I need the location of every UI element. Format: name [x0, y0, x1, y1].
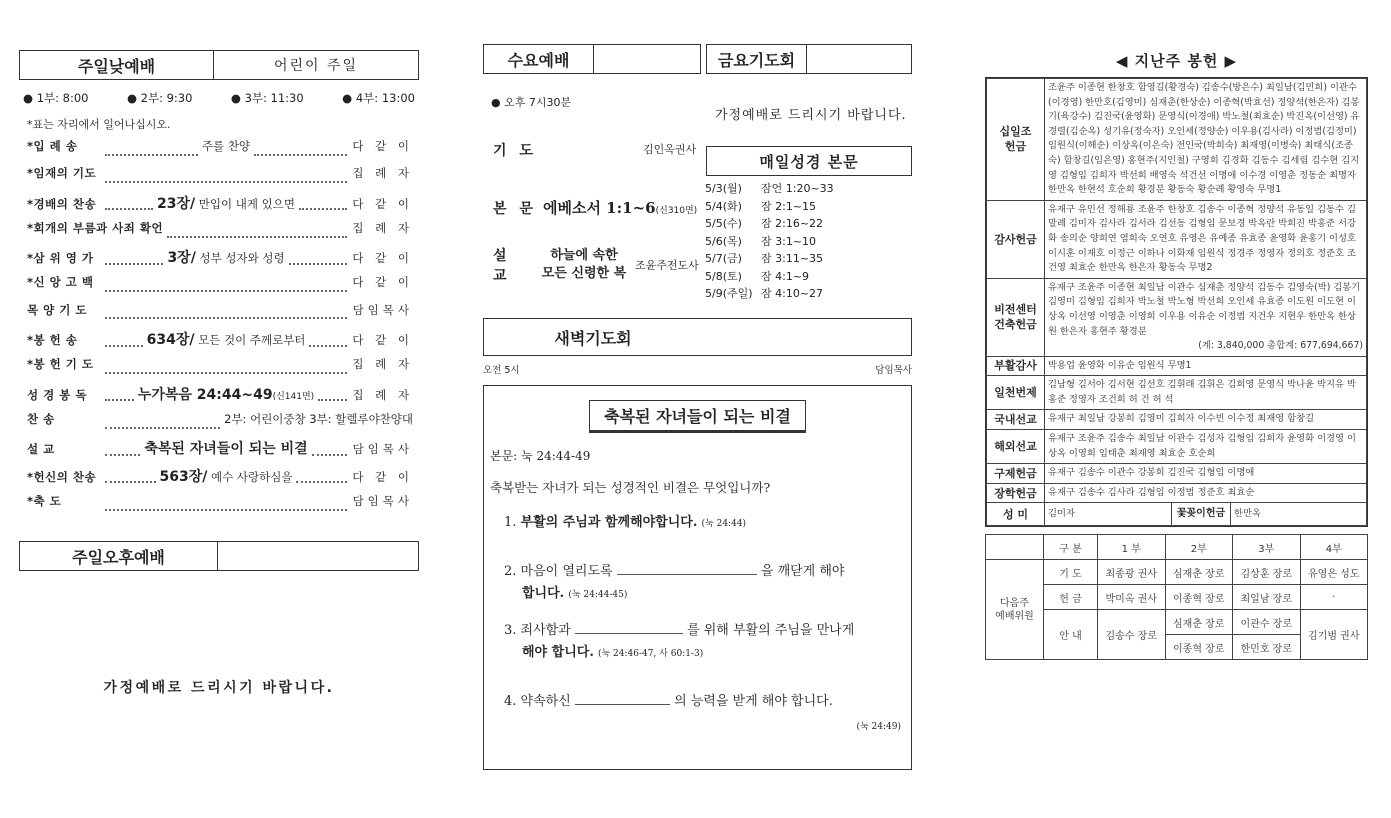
dot-leader: [167, 230, 347, 238]
order-leader: 집 례 자: [352, 166, 413, 181]
table-header: 4부: [1300, 535, 1368, 560]
offering-category: 구제헌금: [987, 464, 1045, 484]
order-label: *봉 헌 송: [27, 333, 78, 348]
offering-names-text: 유재구 유인선 정해룡 조윤주 한창호 김송수 이종혁 정양석 유동일 김동수 김말례 김미자 김사라 김서라 김선동 김형임 문보경 박옥란 박희진 박홍준 서강화 송의순 양희연 염희숙 오연호 유영은 유예종 유효종 윤영화 윤홍기 이성호 이시훈 이재호 이정근 이하나 이화재 임원식 정경주 정영자 정의호 정준호 조건영 최효순 한만옥 한은자 황동숙 무명2: [1048, 203, 1356, 274]
point-2: [504, 561, 901, 606]
order-label: *임재의 기도: [27, 166, 97, 181]
table-header: 1 부: [1098, 535, 1166, 560]
wednesday-text: [493, 197, 697, 218]
order-leader: 다 같 이: [352, 333, 414, 348]
order-item: [19, 138, 419, 165]
bible-row: [705, 180, 834, 198]
offering-names-text: 유재구 조윤주 이종현 최일남 이관수 심재춘 정양석 김동수 김영숙(박) 김봉기 김영미 김형임 김희자 박노철 박노형 박선희 오인세 유효종 이도원 이도현 이상옥 이선영 이영춘 이영희 이우용 이유순 이정범 지건우 지현우 한만옥 한상원 한은자 홍현주 황경분: [1048, 281, 1361, 337]
offering-names-text: 유재구 조윤주 김송수 최일남 이관수 김성자 김형임 김희자 윤영화 이경영 이상옥 이영희 임태춘 최재영 최효순 호순희: [1048, 433, 1356, 459]
order-label: *회개의 부름과 사죄 확언: [27, 220, 164, 235]
dawn-title: 새벽기도회: [554, 328, 632, 348]
service-time: ● 4부: 13:00: [342, 91, 415, 105]
duty-cell: 최종광 권사: [1098, 560, 1166, 585]
order-label: *삼 위 영 가: [27, 251, 94, 266]
point-3: [504, 620, 901, 665]
sunday-column: [19, 0, 419, 697]
offering-names-text: 김남형 김서아 김서현 김선호 김휘래 김휘은 김희영 문영식 박나윤 박지유 박홍준 정영자 조건희 허 건 허 석: [1048, 379, 1356, 405]
sunday-header: [19, 50, 419, 80]
dot-leader: [105, 448, 140, 456]
order-item: [19, 466, 419, 493]
offering-category: 비전센터 건축헌금: [987, 278, 1045, 356]
dot-leader: [105, 421, 220, 429]
dot-leader: [299, 202, 347, 210]
duty-cell: 심재춘 장로: [1165, 610, 1233, 635]
point-number: 4.: [504, 694, 517, 709]
offering-row: [987, 79, 1367, 201]
point-text: 해야 합니다.: [522, 645, 594, 660]
dot-leader: [312, 448, 347, 456]
order-leader: 담임목사: [352, 493, 413, 508]
order-content-main: 23장/: [157, 195, 196, 212]
offering-category: 감사헌금: [987, 200, 1045, 278]
order-content-main: 634장/: [146, 332, 195, 349]
sermon-title-line: 모든 신령한 복: [541, 266, 627, 281]
dot-leader: [105, 148, 198, 156]
order-content: [202, 138, 250, 154]
sermon-label: 설 교: [493, 248, 511, 284]
order-item: [19, 302, 419, 329]
order-content-text: 주를 찬양: [201, 139, 251, 153]
preacher: 조윤주전도사: [635, 259, 699, 272]
point-text: 을 깨닫게 해야: [760, 564, 845, 579]
duty-cell: 김상훈 장로: [1233, 560, 1301, 585]
bible-date: 5/9(주일): [705, 287, 753, 300]
offering-total: (계: 3,840,000 총합계: 677,694,667): [1198, 340, 1363, 352]
bible-row: [705, 268, 834, 286]
friday-notice: 가정예배로 드리시기 바랍니다.: [715, 108, 907, 123]
order-label: *경배의 찬송: [27, 196, 97, 211]
bible-row: [705, 215, 834, 233]
dot-leader: [105, 202, 153, 210]
duty-cell: 김기범 권사: [1300, 610, 1368, 660]
table-header: 구 분: [1044, 535, 1098, 560]
next-week-table: [985, 534, 1368, 660]
offering-names-text: 한만옥: [1234, 508, 1261, 520]
order-leader: 다 같 이: [352, 275, 413, 290]
point-text: 마음이 열리도록: [520, 564, 613, 579]
offering-column: [985, 0, 1368, 660]
duty-cell: 이종혁 장로: [1165, 585, 1233, 610]
order-label: 설 교: [27, 442, 55, 457]
offering-names: [1045, 483, 1367, 503]
duty-cell: 심재춘 장로: [1165, 560, 1233, 585]
standing-note: *표는 자리에서 일어나십시오.: [27, 118, 171, 131]
order-content-text: 예수 사랑하심을: [207, 469, 293, 484]
bible-date: 5/7(금): [705, 252, 742, 265]
offering-names: [1045, 278, 1367, 356]
order-item: [19, 247, 419, 274]
order-of-worship: [19, 138, 419, 520]
order-label: *신 앙 고 백: [27, 275, 94, 290]
point-ref: (눅 24:49): [856, 722, 901, 732]
offering-row: [987, 200, 1367, 278]
offering-category: 해외선교: [987, 430, 1045, 464]
bible-date: 5/6(목): [705, 234, 742, 248]
bible-ref: 잠언 1:20~33: [761, 182, 834, 195]
duty-cell: 김송수 장로: [1098, 610, 1166, 660]
order-content-text: 모든 것이 주께로부터: [194, 333, 306, 348]
offering-category: 꽃꽂이헌금: [1171, 503, 1231, 525]
dot-leader: [105, 339, 143, 347]
dot-leader: [105, 475, 156, 483]
offering-category: 부활감사: [987, 356, 1045, 376]
dot-leader: [105, 175, 347, 183]
daily-bible-title: 매일성경 본문: [706, 146, 912, 176]
order-content: [167, 247, 284, 267]
offering-names-text: 박용업 윤영화 이유순 임원식 무명1: [1048, 359, 1192, 371]
sermon-passage: 본문: 눅 24:44-49: [490, 449, 591, 463]
bible-row: [705, 250, 834, 268]
order-label: *헌신의 찬송: [27, 469, 97, 484]
offering-names: [1045, 410, 1367, 430]
order-content: [157, 193, 295, 213]
point-text: 합니다.: [522, 586, 565, 601]
order-item: [19, 493, 419, 520]
sermon-title: [535, 247, 633, 283]
service-time: ● 3부: 11:30: [230, 91, 304, 105]
duty-cell: 유영은 성도: [1300, 560, 1368, 585]
dawn-leader: 담임목사: [875, 365, 912, 376]
sermon-title-line: 하늘에 속한: [550, 248, 618, 263]
point-text: 의 능력을 받게 해야 합니다.: [674, 694, 833, 709]
offering-names: [1045, 464, 1367, 484]
service-time: ● 1부: 8:00: [23, 91, 89, 105]
offering-row: [987, 464, 1367, 484]
point-ref: (눅 24:44-45): [568, 590, 628, 600]
sunday-theme: 어린이 주일: [273, 58, 359, 74]
order-content: [138, 384, 314, 404]
order-item: [19, 411, 419, 438]
prayer-person: 김인옥권사: [643, 143, 697, 156]
offerings-title: ◀ 지난주 봉헌 ▶: [1115, 52, 1238, 70]
offering-names-text: 유재구 김송수 김사라 김형임 이정범 정준호 최효순: [1048, 486, 1255, 498]
order-leader: 다 같 이: [352, 196, 413, 211]
fill-blank[interactable]: [575, 704, 670, 705]
order-leader: 담임목사: [352, 302, 413, 317]
row-label: 헌 금: [1044, 585, 1098, 610]
afternoon-home-worship: 가정예배로 드리시기 바랍니다.: [103, 680, 335, 697]
order-item: [19, 165, 419, 192]
order-content-text: 2부: 어린이중창 3부: 할렐루야찬양대: [224, 411, 413, 426]
daily-bible-list: [705, 180, 834, 303]
duty-cell: 이종혁 장로: [1165, 635, 1233, 660]
prayer-label: 기 도: [493, 143, 537, 159]
point-4: [504, 691, 901, 738]
offering-row: [987, 430, 1367, 464]
text-label: 본 문: [493, 201, 537, 217]
order-label: 성 경 봉 독: [27, 387, 87, 402]
dot-leader: [289, 257, 347, 265]
offering-names: [1045, 79, 1367, 201]
point-text: 부활의 주님과 함께해야합니다.: [520, 515, 698, 530]
order-item: [19, 438, 419, 465]
order-item: [19, 356, 419, 383]
offering-row: [987, 503, 1367, 526]
dot-leader: [296, 475, 347, 483]
order-item: [19, 193, 419, 220]
dawn-info: [483, 362, 912, 376]
order-label: 찬 송: [27, 411, 55, 426]
offering-row: [987, 278, 1367, 356]
order-leader: 다 같 이: [352, 469, 414, 484]
order-content: [224, 411, 413, 427]
order-leader: 다 같 이: [352, 139, 413, 153]
sermon-outline: [483, 385, 912, 770]
point-number: 3.: [504, 623, 517, 638]
afternoon-header: [19, 541, 419, 571]
point-number: 1.: [504, 515, 517, 530]
order-content-main: 누가복음 24:44~49: [137, 386, 273, 403]
dot-leader: [105, 393, 134, 401]
service-time: ● 2부: 9:30: [126, 91, 193, 105]
order-content-text: 만입이 내게 있으면: [195, 196, 295, 211]
bible-ref: 잠 4:1~9: [761, 269, 810, 283]
dot-leader: [105, 311, 347, 319]
order-content-text: (신141면): [272, 391, 315, 402]
bible-date: 5/3(월): [705, 182, 742, 195]
afternoon-title: 주일오후예배: [20, 542, 218, 570]
bible-row: [705, 233, 834, 251]
dot-leader: [105, 366, 347, 374]
order-item: [19, 329, 419, 356]
bible-ref: 잠 2:1~15: [761, 199, 817, 213]
table-header: 2부: [1165, 535, 1233, 560]
dot-leader: [254, 148, 347, 156]
offering-category: 십일조 헌금: [987, 79, 1045, 201]
offering-names-text: 조윤주 이종현 한창호 함영길(황경숙) 김송수(방은수) 최일남(김민희) 이관수(이경영) 한만호(김영미) 심재춘(한상순) 이종혁(박효선) 정양석(한은자) 김봉기(육강수) 김진국(윤영화) 문영식(이경애) 박노철(최효순) 박진옥(이선영) 유경렬(김순옥) 성기유(정숙자) 오인세(정양순) 이우용(김사라) 이정범(김정미) 임원식(이해순) 이상옥(이은숙) 전인국(박희숙) 최재영(이병숙) 최태식(조종숙) 함창길(임은영) 홍현주(지인철) 구영희 김경화 김동수 김세림 김수현 김지영 김형임 김희자 박선희 배영숙 석건선 이명애 이수경 이영춘 정동순 최명자 한만옥 한현석 호순희 황경분 황동숙 황순례 황영숙 무명1: [1048, 82, 1360, 196]
order-content: [160, 466, 293, 486]
offering-names: [1045, 356, 1367, 376]
offering-row: [987, 356, 1367, 376]
point-text: 약속하신: [520, 694, 571, 709]
order-label: *축 도: [27, 493, 62, 508]
sermon-question: 축복받는 자녀가 되는 성경적인 비결은 무엇입니까?: [490, 480, 771, 495]
sunday-title: 주일낮예배: [20, 51, 214, 79]
offering-row: [987, 376, 1367, 410]
row-label: 안 내: [1044, 610, 1098, 660]
offering-names: [1045, 503, 1367, 526]
fill-blank[interactable]: [617, 574, 757, 575]
dawn-time: 오전 5시: [483, 365, 520, 376]
order-content-text: 성부 성자와 성령: [195, 251, 285, 266]
bible-ref: 잠 2:16~22: [761, 217, 824, 230]
offering-category: 일천번제: [987, 376, 1045, 410]
order-content: [144, 438, 307, 458]
offering-row: [987, 410, 1367, 430]
order-label: *입 례 송: [27, 139, 78, 153]
bible-date: 5/5(수): [705, 217, 742, 230]
order-label: *봉 헌 기 도: [27, 357, 94, 372]
point-number: 2.: [504, 564, 517, 579]
order-item: [19, 384, 419, 411]
order-leader: 다 같 이: [352, 251, 413, 266]
bible-row: [705, 198, 834, 216]
service-times: [19, 90, 419, 106]
wednesday-sermon: [493, 245, 699, 285]
order-content-main: 3장/: [167, 250, 196, 267]
table-header: 3부: [1233, 535, 1301, 560]
dot-leader: [318, 393, 347, 401]
dot-leader: [105, 257, 163, 265]
wednesday-time: ● 오후 7시30분: [491, 96, 572, 109]
order-content-main: 563장/: [159, 468, 208, 485]
friday-title: 금요기도회: [707, 45, 807, 73]
offering-names: [1045, 376, 1367, 410]
point-text: 를 위해 부활의 주님을 만나게: [687, 623, 855, 638]
offering-category: 장학헌금: [987, 483, 1045, 503]
bible-row: [705, 285, 834, 303]
offering-category: 성 미: [987, 503, 1045, 526]
wednesday-title: 수요예배: [484, 45, 594, 73]
sermon-outline-title: 축복된 자녀들이 되는 비결: [589, 400, 806, 433]
text-passage: 에베소서 1:1~6: [543, 199, 656, 217]
order-leader: 집 례 자: [352, 387, 413, 402]
offering-names: [1045, 430, 1367, 464]
dot-leader: [309, 339, 347, 347]
offering-names-text: 유재구 최일남 강봉희 김영미 김희자 이수빈 이수정 최재영 함창길: [1048, 413, 1315, 425]
bible-ref: 잠 3:11~35: [761, 252, 824, 265]
point-text: 죄사함과: [520, 623, 571, 638]
bible-ref: 잠 4:10~27: [761, 287, 824, 300]
bible-ref: 잠 3:1~10: [761, 234, 817, 248]
offering-names: [1045, 200, 1367, 278]
wednesday-header: [483, 44, 701, 74]
order-leader: 집 례 자: [352, 220, 413, 235]
bible-date: 5/8(토): [705, 269, 742, 283]
order-item: [19, 274, 419, 301]
dawn-header: [483, 318, 912, 356]
offerings-frame: [985, 77, 1368, 527]
point-ref: (눅 24:46-47, 사 60:1-3): [597, 649, 704, 659]
order-content-main: 축복된 자녀들이 되는 비결: [144, 441, 308, 458]
order-label: 목 양 기 도: [27, 302, 87, 317]
duty-cell: 박미옥 권사: [1098, 585, 1166, 610]
offering-row: [987, 483, 1367, 503]
offering-names-text: 유재구 김송수 이관수 강봉희 김진국 김형임 이명애: [1048, 467, 1255, 479]
next-week-label: 다음주 예배위원: [986, 560, 1044, 660]
offering-names-text: 김미자: [1048, 508, 1075, 520]
friday-header: [706, 44, 912, 74]
order-leader: 담임목사: [352, 442, 414, 457]
point-1: [504, 512, 901, 535]
row-label: 기 도: [1044, 560, 1098, 585]
order-content: [147, 329, 306, 349]
fill-blank[interactable]: [575, 633, 683, 634]
duty-cell: 최일남 장로: [1233, 585, 1301, 610]
text-page: (신310면): [655, 206, 698, 216]
bible-date: 5/4(화): [705, 199, 742, 213]
order-leader: 집 례 자: [352, 357, 413, 372]
duty-cell: 한민호 장로: [1233, 635, 1301, 660]
point-ref: (눅 24:44): [701, 519, 747, 529]
dot-leader: [105, 503, 347, 511]
order-item: [19, 220, 419, 247]
offerings-table: [986, 78, 1367, 526]
offering-category: 국내선교: [987, 410, 1045, 430]
dot-leader: [105, 284, 347, 292]
duty-cell: ·: [1300, 585, 1368, 610]
duty-cell: 이관수 장로: [1233, 610, 1301, 635]
